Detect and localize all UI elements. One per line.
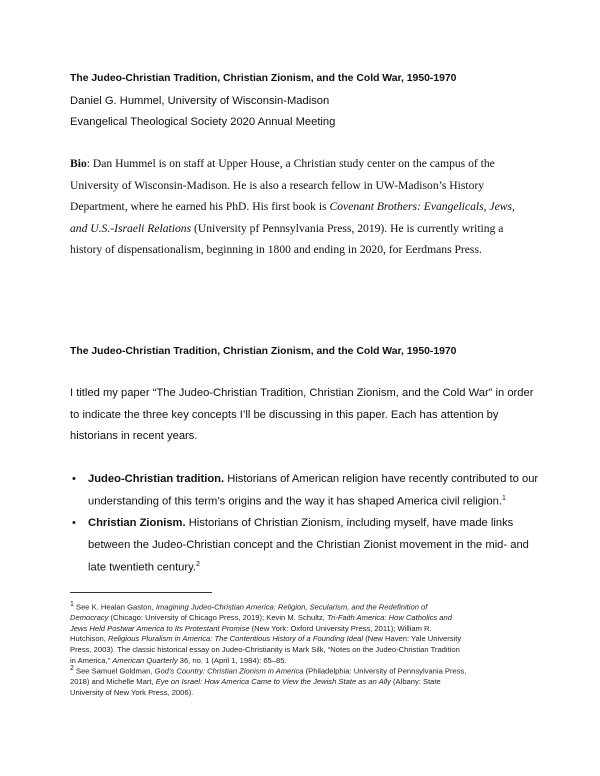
bio-line-1: Bio: Dan Hummel is on staff at Upper House, a Christian study center on the campus of the [70, 157, 495, 170]
author-line: Daniel G. Hummel, University of Wisconsin-Madison [70, 95, 330, 107]
bio-line-2: University of Wisconsin-Madison. He is also a research fellow in UW-Madison’s History [70, 179, 485, 192]
footnote-divider [70, 592, 212, 593]
bullet-1-line-1: Judeo-Christian tradition. Historians of American religion have recently contributed to our [88, 473, 539, 485]
intro-line-2: to indicate the three key concepts I’ll be discussing in this paper. Each has attention by [70, 409, 499, 421]
section-heading: The Judeo-Christian Tradition, Christian Zionism, and the Cold War, 1950-1970 [70, 346, 457, 357]
paper-title: The Judeo-Christian Tradition, Christian Zionism, and the Cold War, 1950-1970 [70, 73, 457, 84]
bullet-mark: • [72, 517, 76, 529]
bio-line-5: history of dispensationalism, beginning in 1800 and ending in 2020, for Eerdmans Press. [70, 243, 482, 256]
bio-line-4: and U.S.-Israeli Relations (University pf Pennsylvania Press, 2019). He is currently writing a [70, 222, 504, 235]
book-title: Covenant Brothers: Evangelicals, Jews, [329, 200, 515, 213]
footnote-1: $^1$ See K. Healan Gaston, Imagining Judeo-Christian America: Religion, Secularism, and the Redefinition of Democracy (Chicago: University of Chicago Press, 2019); Kevin M. Schultz, Tri-Faith America: How Catholics and Jews Held Postwar America to Its Protestant Promise (New York: Oxford University Press, 2011); William R. Hutchison, Religious Pluralism in America: The Contentious History of a Founding Ideal (New Haven: Yale University Press, 2003). The classic historical essay on Judeo-Christianity is Mark Silk, “Notes on the Judeo-Christian Tradition in America,” American Quarterly 36, no. 1 (April 1, 1984): 65–85. [70, 601, 462, 665]
footnote-ref[interactable]: 2 [196, 561, 200, 568]
bullet-term: Judeo-Christian tradition. [88, 473, 225, 485]
meeting-line: Evangelical Theological Society 2020 Annual Meeting [70, 116, 336, 128]
bullet-2-line-3: late twentieth century.$^2$ [88, 561, 200, 574]
bio-label: Bio [70, 157, 87, 170]
bullet-2-line-1: Christian Zionism. Historians of Christian Zionism, including myself, have made links [88, 517, 514, 529]
intro-line-3: historians in recent years. [70, 430, 198, 442]
footnote-ref[interactable]: 1 [501, 495, 506, 502]
intro-line-1: I titled my paper “The Judeo-Christian Tradition, Christian Zionism, and the Cold War” in order [70, 387, 534, 399]
bullet-1-line-2: understanding of this term’s origins and the way it has shaped America civil religion.$^1$ [88, 495, 506, 508]
footnote-2: $^2$ See Samuel Goldman, God’s Country: Christian Zionism in America (Philadelphia: University of Pennsylvania Press, 2018) and Michelle Mart, Eye on Israel: How America Came to View the Jewish State as an Ally (Albany: State University of New York Press, 2006). [70, 665, 467, 697]
bullet-mark: • [72, 473, 76, 485]
bullet-2-line-2: between the Judeo-Christian concept and the Christian Zionist movement in the mid- and [88, 539, 529, 551]
bullet-term: Christian Zionism. [88, 517, 186, 529]
bio-line-3: Department, where he earned his PhD. His first book is Covenant Brothers: Evangelicals, Jews, [70, 200, 515, 213]
